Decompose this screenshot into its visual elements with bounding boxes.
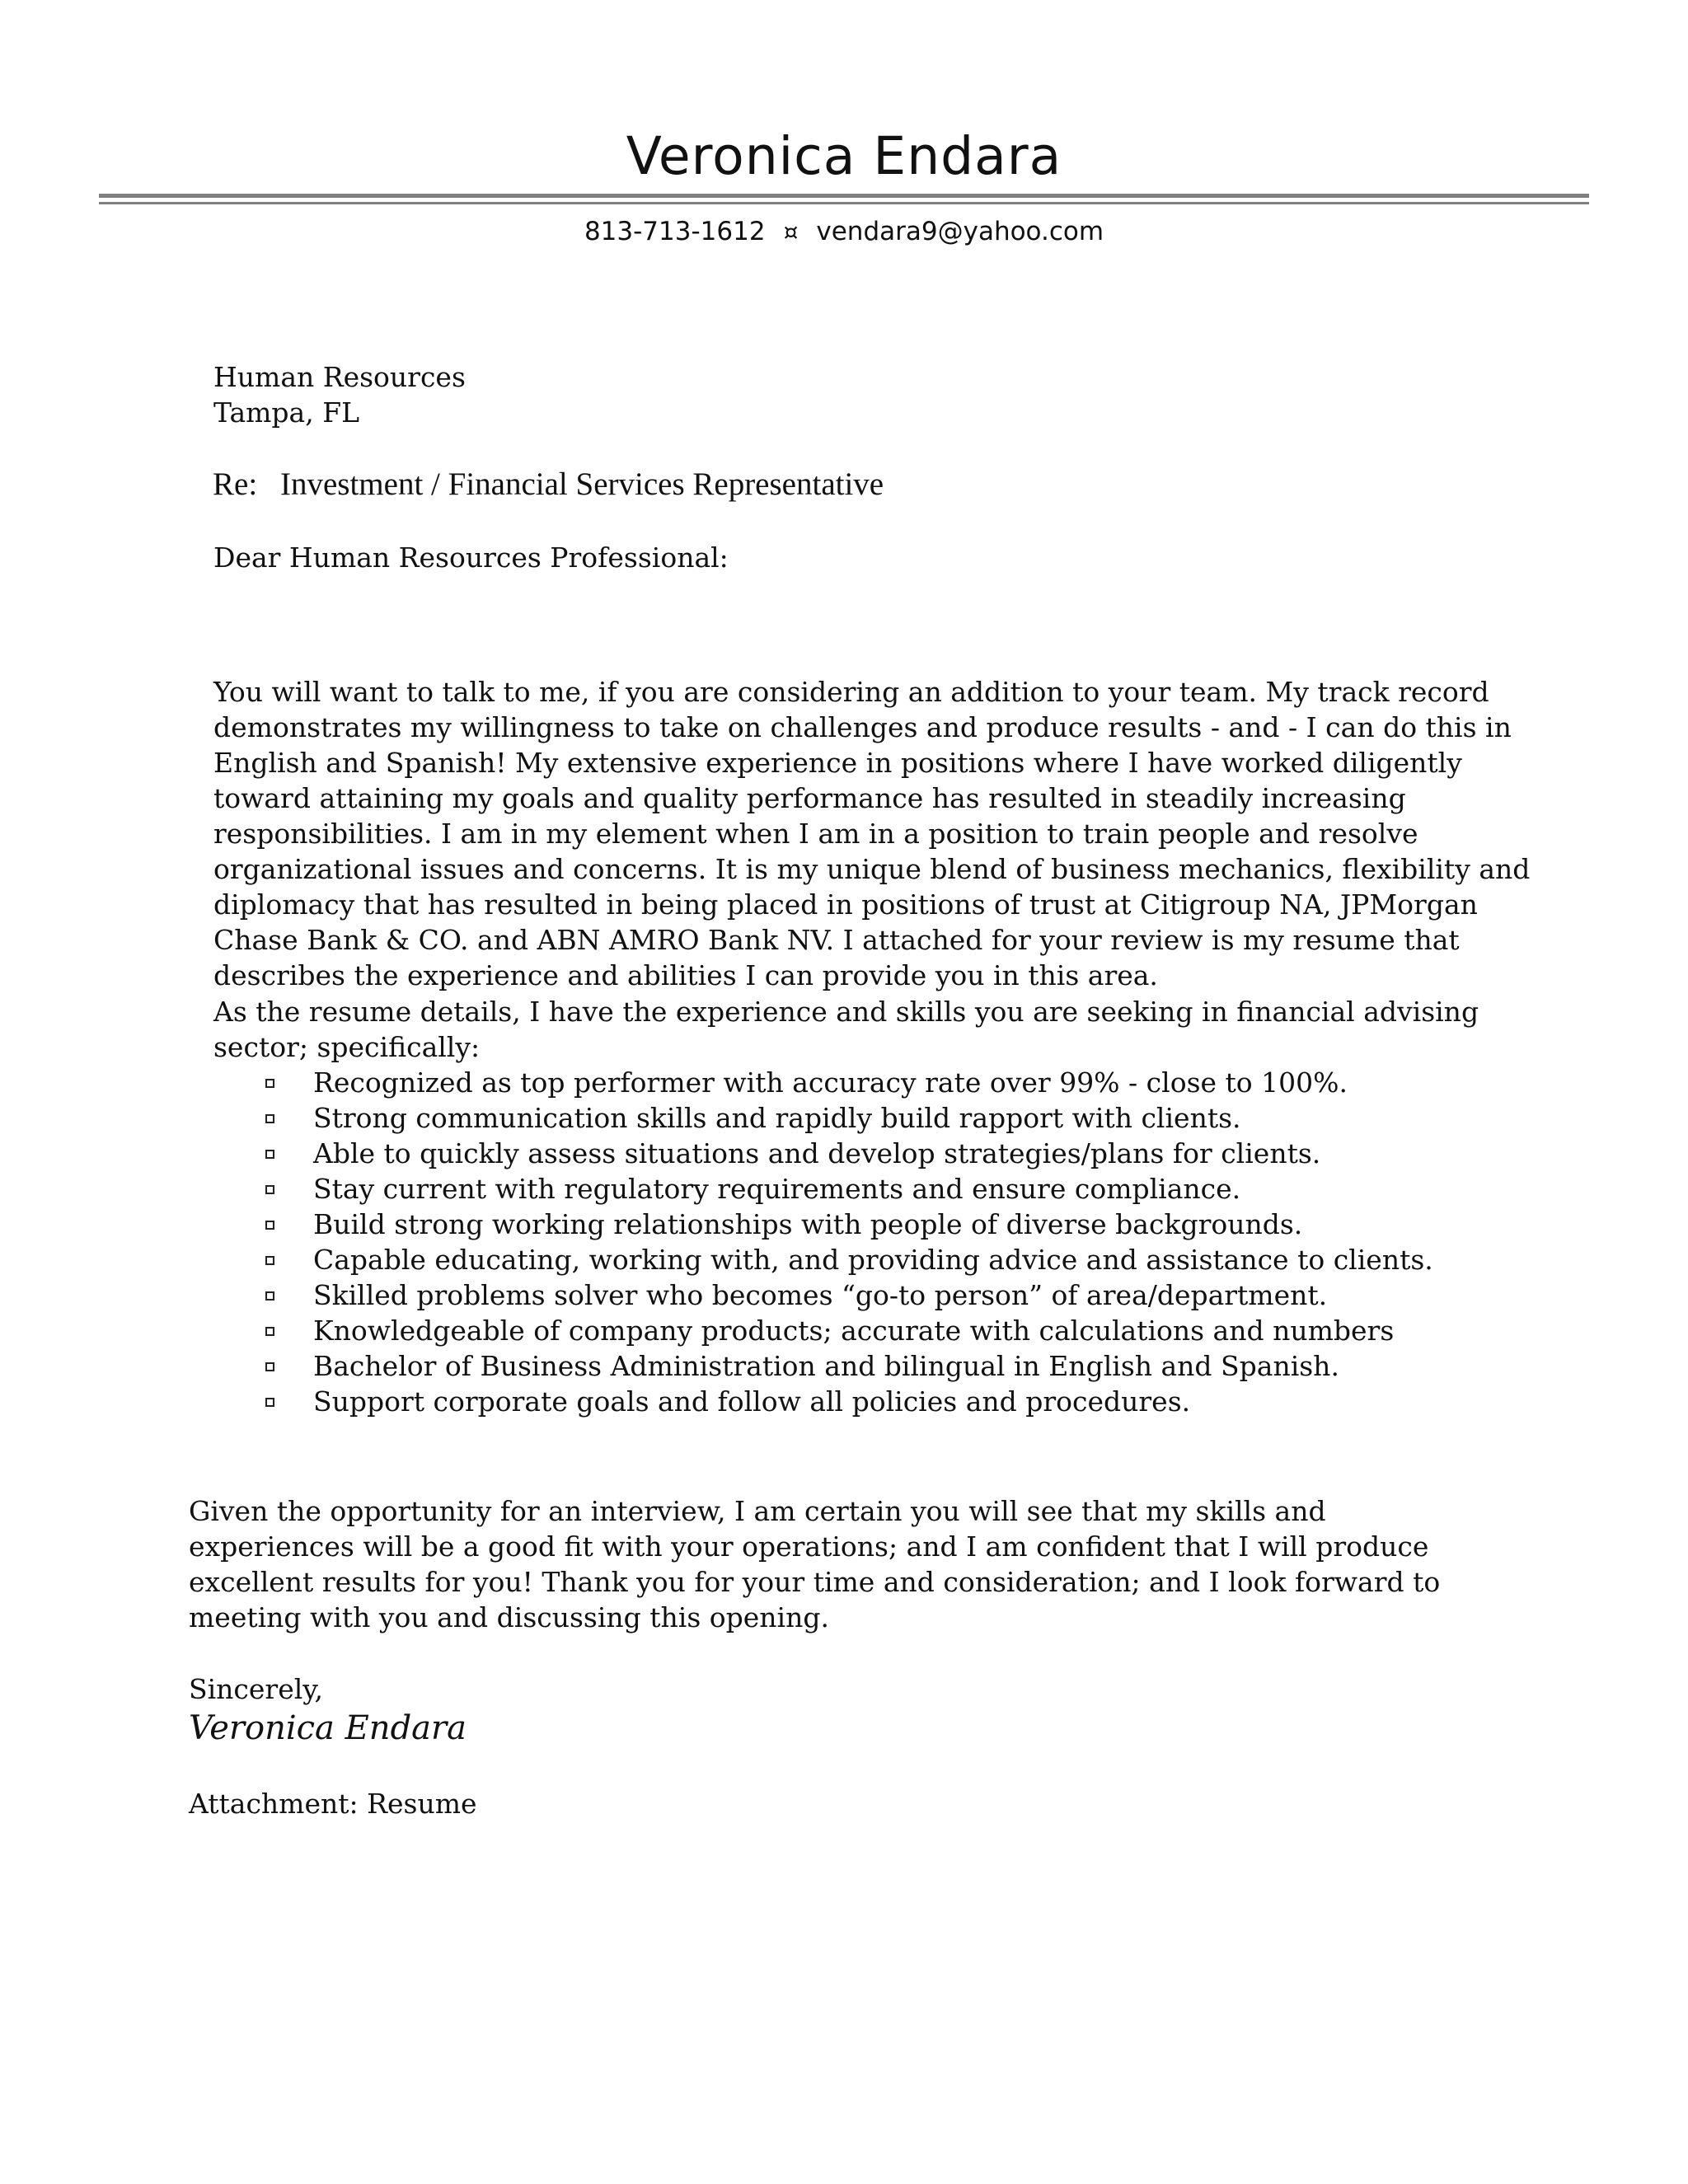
recipient-address bbox=[213, 359, 466, 430]
square-bullet-icon bbox=[265, 1221, 274, 1230]
list-item: Strong communication skills and rapidly build rapport with clients. bbox=[264, 1100, 1433, 1136]
header-name: Veronica Endara bbox=[626, 126, 1062, 186]
list-item: Stay current with regulatory requirements and ensure compliance. bbox=[264, 1171, 1433, 1207]
list-item: Bachelor of Business Administration and bilingual in English and Spanish. bbox=[264, 1348, 1433, 1384]
square-bullet-icon bbox=[265, 1150, 274, 1159]
header-rule-thin bbox=[99, 202, 1589, 204]
square-bullet-icon bbox=[265, 1291, 274, 1301]
list-item: Support corporate goals and follow all policies and procedures. bbox=[264, 1384, 1433, 1419]
greeting: Dear Human Resources Professional: bbox=[213, 541, 729, 574]
list-item: Able to quickly assess situations and develop strategies/plans for clients. bbox=[264, 1136, 1433, 1171]
square-bullet-icon bbox=[265, 1114, 274, 1123]
list-item: Skilled problems solver who becomes “go-to person” of area/department. bbox=[264, 1277, 1433, 1313]
contact-line bbox=[0, 217, 1688, 247]
header-rule-thick bbox=[99, 194, 1589, 198]
list-item: Build strong working relationships with people of diverse backgrounds. bbox=[264, 1207, 1433, 1242]
recipient-line-1: Human Resources bbox=[213, 361, 466, 393]
signature: Veronica Endara bbox=[189, 1709, 467, 1747]
square-bullet-icon bbox=[265, 1185, 274, 1194]
valediction: Sincerely, bbox=[189, 1673, 324, 1705]
body-paragraph-3: Given the opportunity for an interview, I am certain you will see that my skills and experiences will be a good fit with your operations; and I am confident that I will produce excellent results for you! Thank you for your time and consideration; and I look forward to meeting with you and discussing this opening. bbox=[189, 1495, 1441, 1633]
body-paragraph-2: As the resume details, I have the experience and skills you are seeking in financial advising sector; specifically: bbox=[213, 996, 1479, 1063]
email-address: vendara9@yahoo.com bbox=[816, 217, 1104, 246]
list-item: Knowledgeable of company products; accurate with calculations and numbers bbox=[264, 1313, 1433, 1348]
square-bullet-icon bbox=[265, 1079, 274, 1088]
separator-icon: ¤ bbox=[783, 218, 799, 246]
square-bullet-icon bbox=[265, 1256, 274, 1265]
square-bullet-icon bbox=[265, 1327, 274, 1336]
subject-text: Investment / Financial Services Representative bbox=[280, 466, 884, 502]
attachment-note: Attachment: Resume bbox=[189, 1788, 477, 1820]
square-bullet-icon bbox=[265, 1398, 274, 1407]
subject-label: Re: bbox=[213, 466, 258, 502]
skills-list bbox=[264, 1065, 1433, 1419]
subject-line bbox=[213, 465, 884, 504]
recipient-line-2: Tampa, FL bbox=[213, 396, 360, 429]
body-paragraph-1: You will want to talk to me, if you are considering an addition to your team. My track record demonstrates my willingness to take on challenges and produce results - and - I can do this in English and Spanish! My extensive experience in positions where I have worked diligently toward attaining my goals and quality performance has resulted in steadily increasing responsibilities. I am in my element when I am in a position to train people and resolve organizational issues and concerns. It is my unique blend of business mechanics, flexibility and diplomacy that has resulted in being placed in positions of trust at Citigroup NA, JPMorgan Chase Bank & CO. and ABN AMRO Bank NV. I attached for your review is my resume that describes the experience and abilities I can provide you in this area. bbox=[213, 676, 1531, 991]
square-bullet-icon bbox=[265, 1362, 274, 1371]
phone-number: 813-713-1612 bbox=[584, 217, 766, 246]
list-item: Capable educating, working with, and providing advice and assistance to clients. bbox=[264, 1242, 1433, 1277]
list-item: Recognized as top performer with accuracy rate over 99% - close to 100%. bbox=[264, 1065, 1433, 1100]
